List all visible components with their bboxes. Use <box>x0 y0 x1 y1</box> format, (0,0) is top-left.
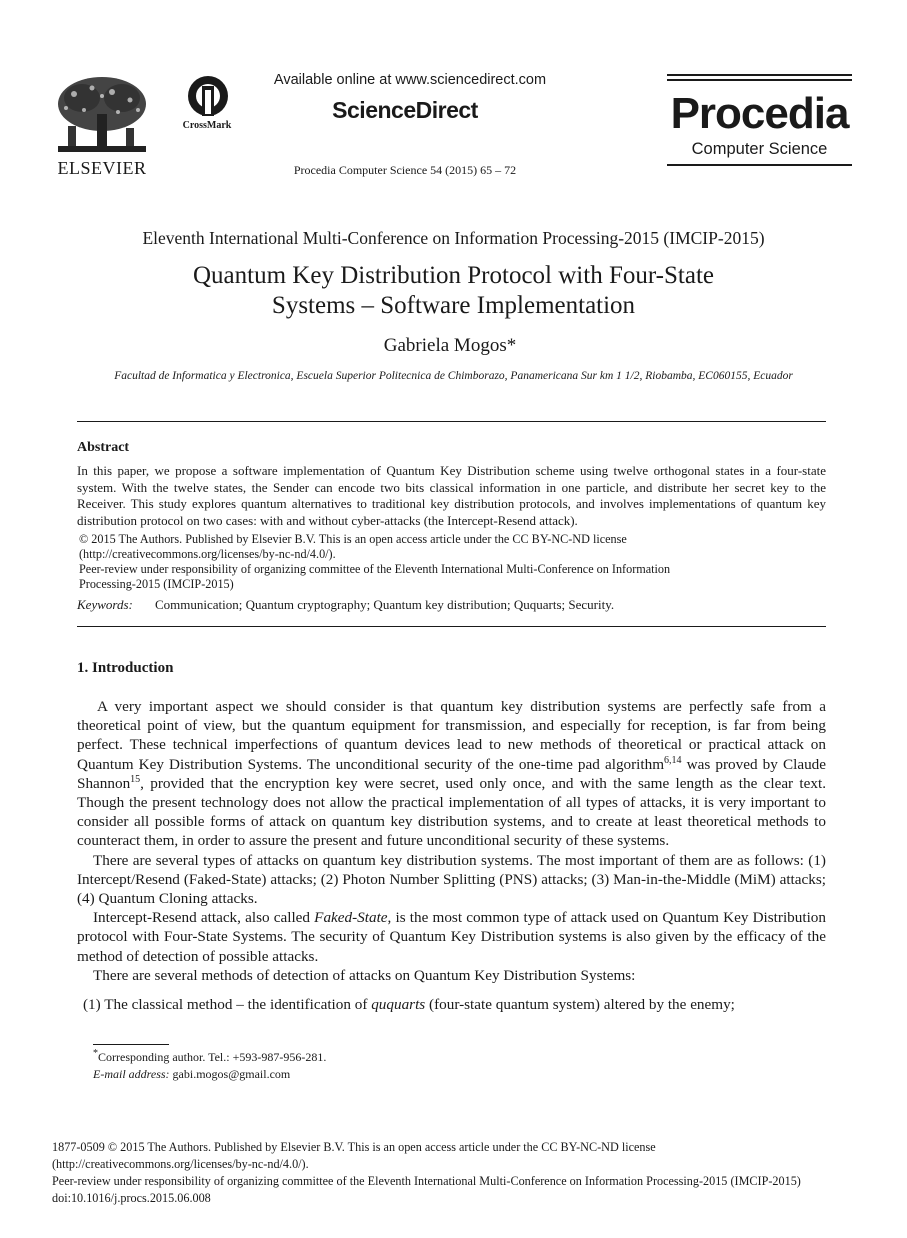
email-label: E-mail address: <box>93 1067 170 1081</box>
available-online-text: Available online at www.sciencedirect.com <box>273 72 547 88</box>
peer-review-line-1: Peer-review under responsibility of organizing committee of the Eleventh International Multi-Conference on Information <box>79 562 671 576</box>
footer-license-link[interactable]: (http://creativecommons.org/licenses/by-nc-nd/4.0/). <box>52 1157 309 1171</box>
item1-part-b: (four-state quantum system) altered by the enemy; <box>425 996 735 1014</box>
procedia-bottom-rules <box>667 164 852 169</box>
list-item-1 <box>77 995 826 1014</box>
procedia-title: Procedia <box>670 89 849 138</box>
p1-part-c: , provided that the encryption key were secret, used only once, and with the same length as the clear text. Though the present technology does not allow the practical implementation of all types of attacks, it is very important to consider all possible forms of attack on quantum key distribution systems, and to create at least theoretical methods to counteract them, in order to assure the present and future unconditional security of these systems. <box>77 774 826 850</box>
journal-reference: Procedia Computer Science 54 (2015) 65 – 72 <box>293 163 517 177</box>
crossmark-label: CrossMark <box>182 120 232 131</box>
p1-part-b: was proved by Claude Shannon <box>77 755 827 792</box>
p1-part-a: A very important aspect we should consider is that quantum key distribution systems are perfectly safe from a theoretical point of view, but the quantum equipment for transmission, and especially for reception, is far from being perfect. These technical imperfections of quantum devices lead to new methods of theoretical or practical attack on Quantum Key Distribution Systems. The unconditional security of the one-time pad algorithm <box>77 698 826 773</box>
p3-part-a: Intercept-Resend attack, also called <box>93 909 315 927</box>
email-address[interactable]: gabi.mogos@gmail.com <box>172 1067 291 1081</box>
divider-top <box>77 421 826 422</box>
item1-part-a: (1) The classical method – the identification of <box>83 996 372 1014</box>
sciencedirect-logo: ScienceDirect <box>332 97 478 123</box>
author-affiliation: Facultad de Informatica y Electronica, Escuela Superior Politecnica de Chimborazo, Panamericana Sur km 1 1/2, Riobamba, EC060155, Ecuador <box>114 370 793 382</box>
corresponding-text: Corresponding author. Tel.: +593-987-956-281. <box>98 1050 327 1064</box>
introduction-body <box>77 697 826 1014</box>
paragraph-4: There are several methods of detection of attacks on Quantum Key Distribution Systems: <box>93 966 636 984</box>
title-line-1: Quantum Key Distribution Protocol with Four-State <box>193 262 714 289</box>
procedia-top-rules <box>667 74 852 84</box>
paper-title <box>100 261 807 321</box>
citation-15[interactable]: 15 <box>130 773 141 785</box>
abstract-text: In this paper, we propose a software implementation of Quantum Key Distribution scheme using twelve orthogonal states in a four-state system. With the twelve states, the Sender can encode two bits classical information in one particle, and distribute her secret key to the Receiver. This study explores quantum alternatives to traditional key distribution protocols, and involves implementations of quantum key distribution protocol on two cases: with and without cyber-attacks (the Intercept-Resend attack). <box>77 463 826 528</box>
footer-license-line: 1877-0509 © 2015 The Authors. Published by Elsevier B.V. This is an open access article under the CC BY-NC-ND license <box>52 1140 656 1154</box>
license-link[interactable]: (http://creativecommons.org/licenses/by-nc-nd/4.0/). <box>79 547 336 561</box>
procedia-logo <box>667 74 852 176</box>
corresponding-author-note <box>93 1049 693 1065</box>
paragraph-2: There are several types of attacks on quantum key distribution systems. The most important of them are as follows: (1) Intercept/Resend (Faked-State) attacks; (2) Photon Number Splitting (PNS) attacks; (3) Man-in-the-Middle (MiM) attacks; (4) Quantum Cloning attacks. <box>77 851 826 908</box>
peer-review-line-2: Processing-2015 (IMCIP-2015) <box>79 577 234 591</box>
author-name: Gabriela Mogos* <box>383 335 517 356</box>
p3-part-b: , is the most common type of attack used on Quantum Key Distribution protocol with Four-State Systems. The security of Quantum Key Distribution systems is also given by the efficacy of the method of detection of possible attacks. <box>77 909 826 965</box>
paragraph-1 <box>77 697 826 851</box>
title-line-2: Systems – Software Implementation <box>271 292 636 319</box>
footnote-rule <box>93 1044 169 1045</box>
footer-peer-review: Peer-review under responsibility of organizing committee of the Eleventh International Multi-Conference on Information Processing-2015 (IMCIP-2015) <box>52 1174 801 1188</box>
item1-emphasis: ququarts <box>371 996 426 1014</box>
keywords <box>77 597 614 613</box>
citation-6-14[interactable]: 6,14 <box>664 754 682 766</box>
paragraph-3 <box>77 908 826 966</box>
abstract-heading: Abstract <box>77 440 130 455</box>
footer-doi[interactable]: doi:10.1016/j.procs.2015.06.008 <box>52 1191 211 1205</box>
keywords-list: Communication; Quantum cryptography; Quantum key distribution; Ququarts; Security. <box>155 597 615 612</box>
conference-name: Eleventh International Multi-Conference on Information Processing-2015 (IMCIP-2015) <box>142 228 765 248</box>
email-note <box>93 1066 693 1082</box>
section-heading-introduction: 1. Introduction <box>77 660 174 676</box>
keywords-label: Keywords: <box>77 597 133 612</box>
p3-emphasis: Faked-State <box>314 909 388 927</box>
divider-bottom <box>77 626 826 627</box>
publisher-name: ELSEVIER <box>57 158 147 178</box>
license-line-1: © 2015 The Authors. Published by Elsevier B.V. This is an open access article under the CC BY-NC-ND license <box>79 532 627 546</box>
procedia-subtitle: Computer Science <box>691 140 828 158</box>
footnote-mark: * <box>93 1048 98 1059</box>
